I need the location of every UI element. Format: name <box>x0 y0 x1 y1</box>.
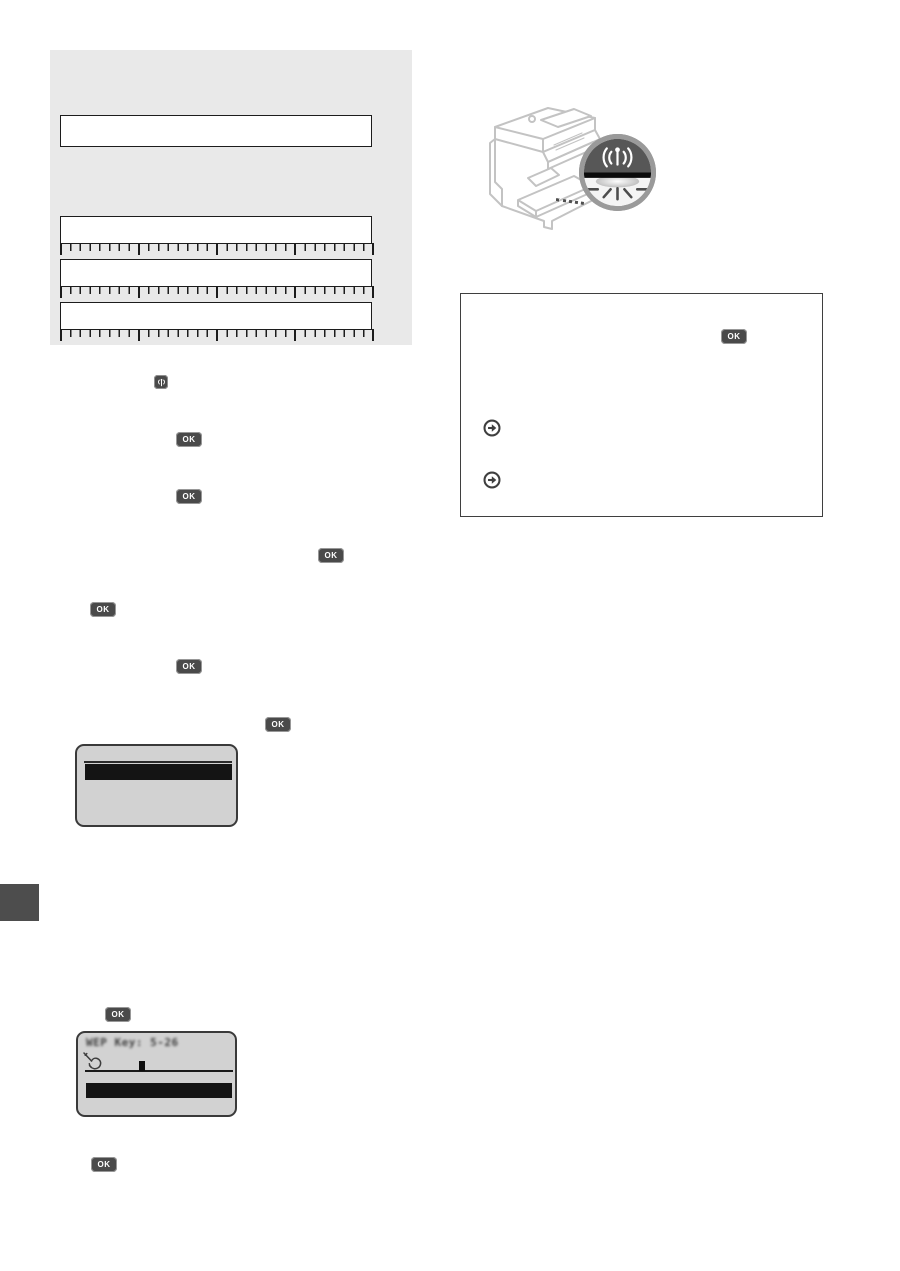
wep-lcd-screen <box>76 1031 237 1117</box>
ok-key: OK <box>176 432 202 447</box>
menu-highlight-bar <box>85 764 232 780</box>
wifi-antenna-icon <box>156 377 167 388</box>
key-write-in-field-1 <box>60 216 372 244</box>
wep-highlight-bar <box>86 1083 232 1098</box>
ok-key: OK <box>721 329 747 344</box>
ok-key: OK <box>265 717 291 732</box>
wep-entry-line <box>85 1070 233 1072</box>
section-tab <box>0 884 39 921</box>
forward-arrow-icon <box>483 471 501 489</box>
wep-screen-title: WEP Key: 5-26 <box>86 1036 179 1049</box>
ok-key: OK <box>91 1157 117 1172</box>
menu-lcd-screen <box>75 744 238 827</box>
lamp-bar <box>582 173 653 178</box>
output-paper <box>528 168 559 186</box>
wep-entry-cursor <box>139 1061 145 1071</box>
settings-note-panel <box>50 50 412 345</box>
key-write-in-field-3 <box>60 302 372 330</box>
ok-key: OK <box>176 659 202 674</box>
ssid-write-in-field <box>60 115 372 147</box>
tick-scale-major <box>60 329 374 341</box>
callout-box <box>460 293 823 517</box>
forward-arrow-icon <box>483 419 501 437</box>
tick-scale-major <box>60 286 374 298</box>
ok-key: OK <box>90 602 116 617</box>
tick-scale-major <box>60 243 374 255</box>
key-write-in-field-2 <box>60 259 372 287</box>
ok-key: OK <box>105 1007 131 1022</box>
wifi-lamp-badge <box>578 133 657 212</box>
ok-key: OK <box>318 548 344 563</box>
ok-key: OK <box>176 489 202 504</box>
wifi-key-icon <box>154 375 168 389</box>
lcd-separator-line <box>84 761 232 763</box>
